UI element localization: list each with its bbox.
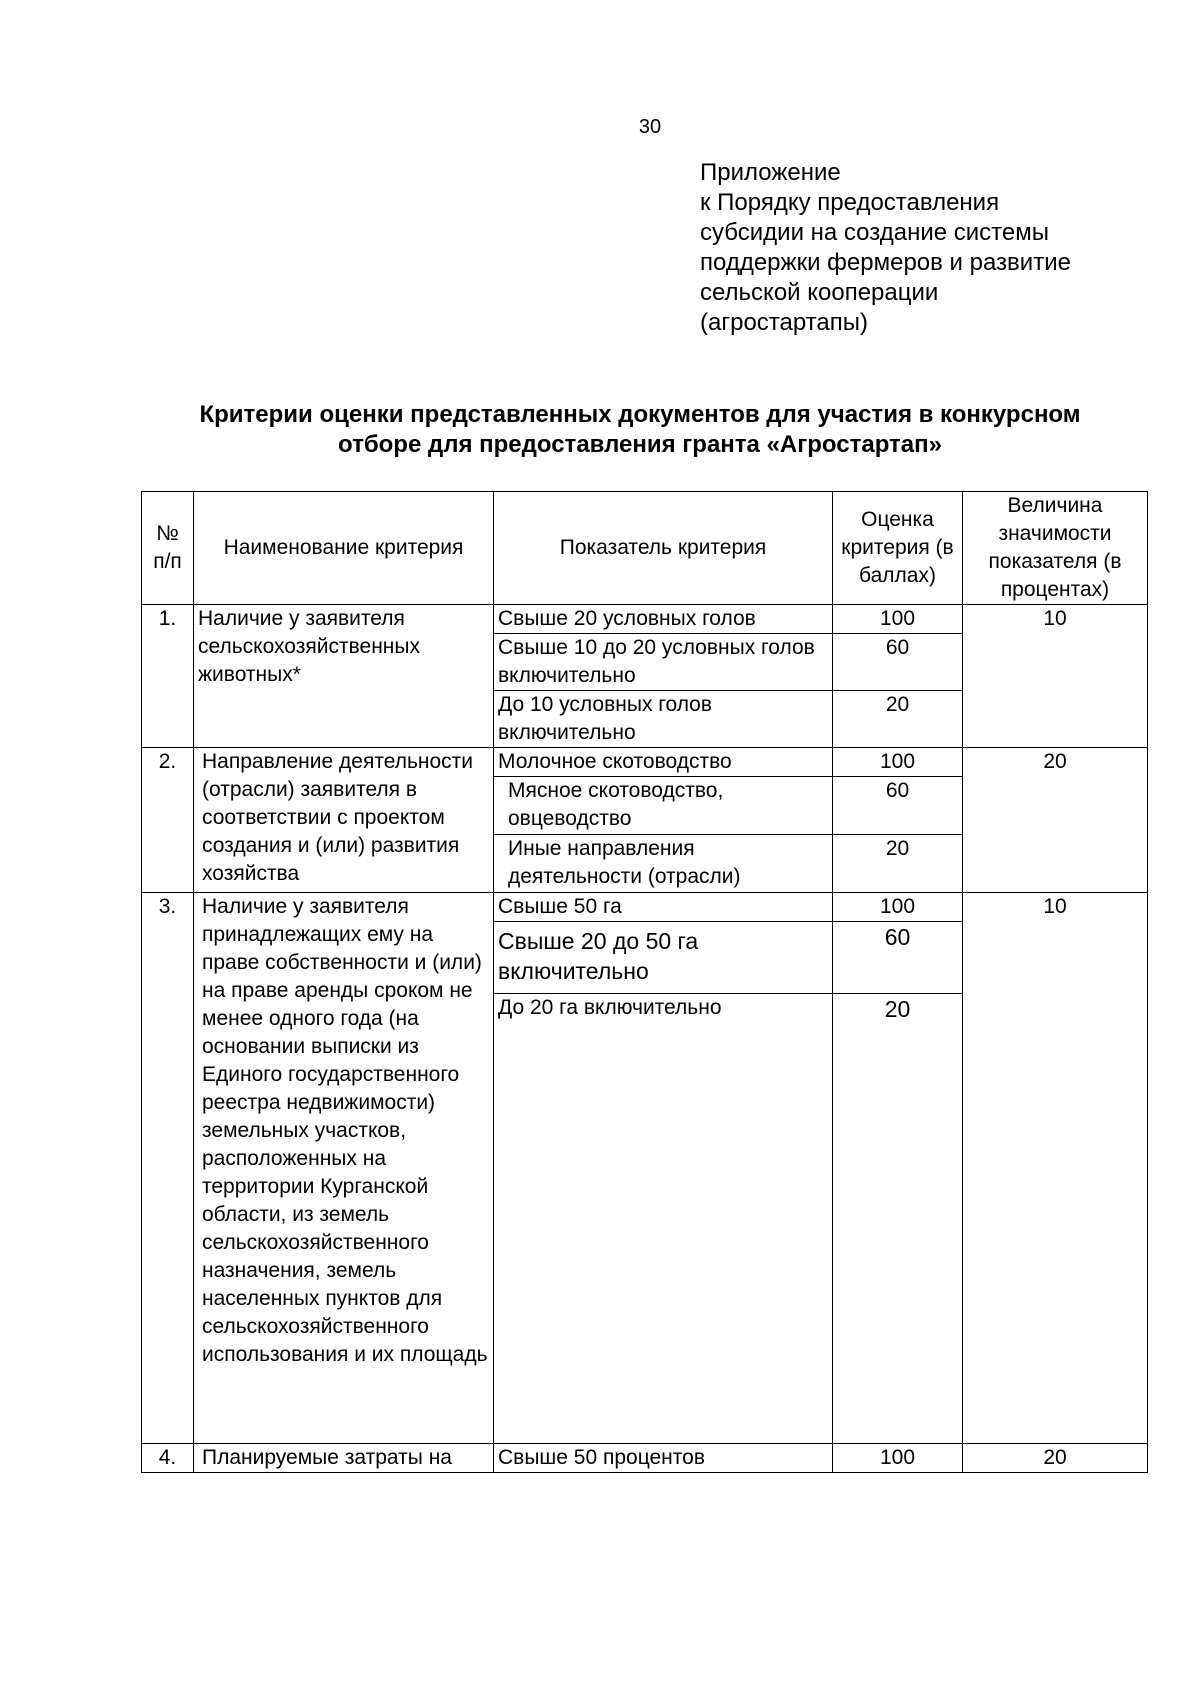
appendix-line: субсидии на создание системы — [700, 219, 1049, 246]
table-row — [142, 893, 1148, 922]
indicator-cell: Мясное скотоводство, овцеводство — [494, 777, 833, 835]
score-cell: 20 — [833, 691, 963, 748]
score-cell: 100 — [833, 1444, 963, 1473]
header-indicator: Показатель критерия — [494, 492, 833, 605]
header-num: № п/п — [142, 492, 194, 605]
indicator-cell: Иные направления деятельности (отрасли) — [494, 835, 833, 893]
criterion-name: Планируемые затраты на — [194, 1444, 494, 1473]
indicator-cell: Свыше 50 га — [494, 893, 833, 922]
document-title — [140, 400, 1140, 460]
page-number: 30 — [638, 116, 662, 138]
indicator-cell: До 10 условных голов включительно — [494, 691, 833, 748]
appendix-line: поддержки фермеров и развитие — [700, 249, 1071, 276]
criterion-name: Наличие у заявителя сельскохозяйственных животных* — [194, 605, 494, 748]
weight-cell: 10 — [963, 605, 1148, 748]
table-row — [142, 748, 1148, 777]
criterion-name: Наличие у заявителя принадлежащих ему на праве собственности и (или) на праве аренды сроком не менее одного года (на основании выписки из Единого государственного реестра недвижимости) земельных участков, расположенных на территории Курганской области, из земель сельскохозяйственного назначения, земель населенных пунктов для сельскохозяйственного использования и их площадь — [194, 893, 494, 1444]
table-header-row — [142, 492, 1148, 605]
appendix-note — [700, 158, 1160, 338]
indicator-cell: Свыше 20 условных голов — [494, 605, 833, 634]
criterion-name: Направление деятельности (отрасли) заявителя в соответствии с проектом создания и (или) развития хозяйства — [194, 748, 494, 893]
weight-cell: 20 — [963, 748, 1148, 893]
score-cell: 60 — [833, 922, 963, 994]
indicator-cell: До 20 га включительно — [494, 994, 833, 1444]
criteria-table — [141, 491, 1148, 1473]
indicator-cell: Молочное скотоводство — [494, 748, 833, 777]
appendix-line: к Порядку предоставления — [700, 189, 1000, 216]
indicator-cell: Свыше 10 до 20 условных голов включительно — [494, 634, 833, 691]
appendix-line: Приложение — [700, 159, 841, 186]
score-cell: 60 — [833, 777, 963, 835]
header-score: Оценка критерия (в баллах) — [833, 492, 963, 605]
row-number: 3. — [142, 893, 194, 1444]
title-line-2: отборе для предоставления гранта «Агростартап» — [338, 431, 942, 458]
row-number: 1. — [142, 605, 194, 748]
header-name: Наименование критерия — [194, 492, 494, 605]
indicator-cell: Свыше 20 до 50 га включительно — [494, 922, 833, 994]
score-cell: 20 — [833, 994, 963, 1444]
score-cell: 60 — [833, 634, 963, 691]
row-number: 4. — [142, 1444, 194, 1473]
appendix-line: сельской кооперации — [700, 279, 939, 306]
score-cell: 100 — [833, 893, 963, 922]
weight-cell: 20 — [963, 1444, 1148, 1473]
title-line-1: Критерии оценки представленных документов для участия в конкурсном — [199, 401, 1081, 428]
score-cell: 100 — [833, 748, 963, 777]
score-cell: 20 — [833, 835, 963, 893]
appendix-line: (агростартапы) — [700, 309, 868, 336]
score-cell: 100 — [833, 605, 963, 634]
indicator-cell: Свыше 50 процентов — [494, 1444, 833, 1473]
table-row — [142, 605, 1148, 634]
weight-cell: 10 — [963, 893, 1148, 1444]
row-number: 2. — [142, 748, 194, 893]
header-weight: Величина значимости показателя (в процентах) — [963, 492, 1148, 605]
table-row — [142, 1444, 1148, 1473]
